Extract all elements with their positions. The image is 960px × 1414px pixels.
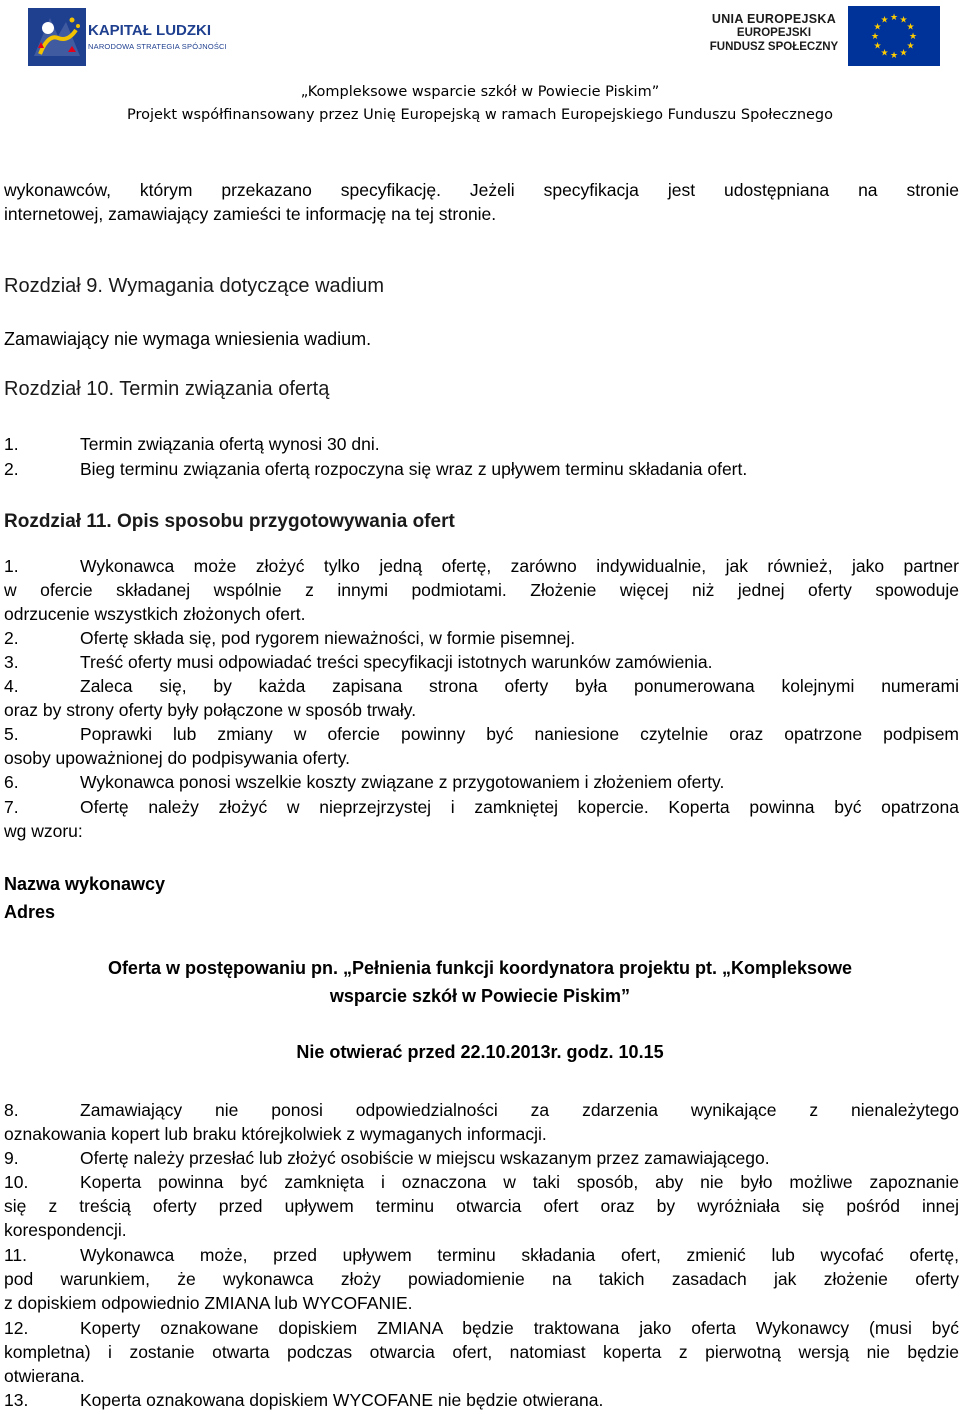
item-number: 2. — [4, 459, 19, 479]
s11-item-12-line-1 — [4, 1316, 959, 1340]
envelope-offer-line-1: Oferta w postępowaniu pn. „Pełnienia funkcji koordynatora projektu pt. „Kompleksowe — [107, 958, 853, 978]
item-number: 1. — [4, 556, 19, 576]
svg-text:★: ★ — [906, 22, 915, 33]
svg-text:★: ★ — [880, 15, 889, 26]
item-number: 9. — [4, 1148, 19, 1168]
item-text: Ofertę składa się, pod rygorem nieważności, w formie pisemnej. — [80, 628, 576, 648]
item-number: 12. — [4, 1318, 29, 1338]
s11-item-9 — [4, 1146, 959, 1170]
item-text: Wykonawca może, przed upływem terminu składania ofert, zmienić lub wycofać ofertę, — [80, 1245, 959, 1265]
svg-text:★: ★ — [908, 32, 918, 42]
s11-item-1-line-2: w ofercie składanej wspólnie z innymi podmiotami. Złożenie więcej niż jednej oferty spowoduje — [4, 580, 959, 600]
s11-item-10-line-2: się z treścią oferty przed upływem terminu otwarcia ofert oraz by wyróżniała się pośród innej — [4, 1196, 959, 1216]
eu-flag-icon — [848, 6, 940, 66]
s11-item-4-line-2: oraz by strony oferty były połączone w sposób trwały. — [4, 700, 417, 720]
ue-line1: UNIA EUROPEJSKA — [711, 12, 837, 26]
item-text: Termin związania ofertą wynosi 30 dni. — [80, 434, 380, 454]
ue-logo-text — [706, 12, 842, 54]
s11-item-11-line-3: z dopiskiem odpowiednio ZMIANA lub WYCOFANIE. — [4, 1293, 413, 1313]
item-text: Wykonawca może złożyć tylko jedną ofertę, zarówno indywidualnie, jak również, jako partner — [80, 556, 959, 576]
item-number: 10. — [4, 1172, 29, 1192]
svg-text:★: ★ — [899, 15, 908, 26]
s11-item-3 — [4, 650, 959, 674]
section-10-item-2 — [4, 457, 959, 481]
s11-item-1-line-1 — [4, 554, 959, 578]
envelope-contractor-name: Nazwa wykonawcy — [4, 874, 166, 894]
section-10-item-1 — [4, 432, 959, 456]
item-number: 1. — [4, 434, 19, 454]
svg-text:★: ★ — [873, 41, 882, 52]
svg-text:★: ★ — [889, 13, 899, 23]
kapital-ludzki-subtitle: NARODOWA STRATEGIA SPÓJNOŚCI — [88, 42, 227, 51]
s11-item-12-line-3: otwierana. — [4, 1366, 85, 1386]
ue-line2: EUROPEJSKI — [736, 27, 812, 39]
item-text: Ofertę należy przesłać lub złożyć osobiście w miejscu wskazanym przez zamawiającego. — [80, 1148, 770, 1168]
kapital-ludzki-emblem-icon — [28, 8, 86, 66]
s11-item-8-line-2: oznakowania kopert lub braku którejkolwiek z wymaganych informacji. — [4, 1124, 547, 1144]
envelope-address: Adres — [4, 902, 56, 922]
svg-text:★: ★ — [880, 48, 889, 59]
continuation-line-1: wykonawców, którym przekazano specyfikację. Jeżeli specyfikacja jest udostępniana na stronie — [4, 180, 959, 200]
s11-item-4-line-1 — [4, 674, 959, 698]
item-number: 8. — [4, 1100, 19, 1120]
s11-item-7-line-1 — [4, 795, 959, 819]
item-text: Treść oferty musi odpowiadać treści specyfikacji istotnych warunków zamówienia. — [80, 652, 713, 672]
item-text: Koperta oznakowana dopiskiem WYCOFANE nie będzie otwierana. — [80, 1390, 604, 1410]
envelope-offer-line-2: wsparcie szkół w Powiecie Piskim” — [329, 986, 631, 1006]
item-text: Zamawiający nie ponosi odpowiedzialności za zdarzenia wynikające z nienależytego — [80, 1100, 959, 1120]
continuation-line-2: internetowej, zamawiający zamieści te informację na tej stronie. — [4, 204, 497, 224]
s11-item-10-line-3: korespondencji. — [4, 1220, 127, 1240]
s11-item-6 — [4, 770, 959, 794]
item-number: 11. — [4, 1245, 28, 1265]
s11-item-1-line-3: odrzucenie wszystkich złożonych ofert. — [4, 604, 306, 624]
s11-item-8-line-1 — [4, 1098, 959, 1122]
section-9-text: Zamawiający nie wymaga wniesienia wadium. — [4, 329, 372, 349]
kapital-ludzki-logo — [28, 8, 227, 70]
item-text: Koperty oznakowane dopiskiem ZMIANA będzie traktowana jako oferta Wykonawcy (musi być — [80, 1318, 959, 1338]
s11-item-13 — [4, 1388, 959, 1412]
section-11-heading: Rozdział 11. Opis sposobu przygotowywania ofert — [4, 511, 455, 532]
s11-item-2 — [4, 626, 959, 650]
s11-item-10-line-1 — [4, 1170, 959, 1194]
item-number: 13. — [4, 1390, 29, 1410]
item-number: 7. — [4, 797, 19, 817]
s11-item-5-line-2: osoby upoważnionej do podpisywania oferty. — [4, 748, 351, 768]
kapital-ludzki-title: KAPITAŁ LUDZKI — [88, 22, 212, 39]
item-number: 4. — [4, 676, 19, 696]
svg-text:★: ★ — [899, 48, 908, 59]
item-text: Wykonawca ponosi wszelkie koszty związane z przygotowaniem i złożeniem oferty. — [80, 772, 725, 792]
s11-item-11-line-1 — [4, 1243, 959, 1267]
item-text: Zaleca się, by każda zapisana strona oferty była ponumerowana kolejnymi numerami — [80, 676, 959, 696]
ue-line3: FUNDUSZ SPOŁECZNY — [709, 41, 839, 53]
envelope-do-not-open: Nie otwierać przed 22.10.2013r. godz. 10.15 — [296, 1042, 664, 1062]
item-text: Poprawki lub zmiany w ofercie powinny być naniesione czytelnie oraz opatrzone podpisem — [80, 724, 959, 744]
ue-efs-logo — [706, 6, 946, 68]
section-10-heading: Rozdział 10. Termin związania ofertą — [4, 378, 330, 400]
item-number: 6. — [4, 772, 19, 792]
s11-item-7-line-2: wg wzoru: — [4, 821, 83, 841]
item-number: 5. — [4, 724, 19, 744]
svg-text:★: ★ — [873, 22, 882, 33]
item-text: Bieg terminu związania ofertą rozpoczyna się wraz z upływem terminu składania ofert. — [80, 459, 748, 479]
item-text: Koperta powinna być zamknięta i oznaczona w taki sposób, aby nie było możliwe zapoznanie — [80, 1172, 959, 1192]
s11-item-5-line-1 — [4, 722, 959, 746]
item-number: 2. — [4, 628, 19, 648]
s11-item-11-line-2: pod warunkiem, że wykonawca złoży powiadomienie na takich zasadach jak złożenie oferty — [4, 1269, 959, 1289]
svg-text:★: ★ — [870, 32, 880, 42]
svg-text:★: ★ — [906, 41, 915, 52]
item-text: Ofertę należy złożyć w nieprzejrzystej i zamkniętej kopercie. Koperta powinna być opatrzona — [80, 797, 959, 817]
section-9-heading: Rozdział 9. Wymagania dotyczące wadium — [4, 275, 384, 297]
project-cofinanced-note: Projekt współfinansowany przez Unię Europejską w ramach Europejskiego Funduszu Społecznego — [126, 107, 834, 123]
item-number: 3. — [4, 652, 19, 672]
s11-item-12-line-2: kompletna) i zostanie otwarta podczas otwarcia ofert, natomiast koperta z pierwotną wersją nie będzie — [4, 1342, 959, 1362]
svg-text:★: ★ — [889, 51, 899, 61]
project-title: „Kompleksowe wsparcie szkół w Powiecie Piskim” — [300, 84, 660, 100]
